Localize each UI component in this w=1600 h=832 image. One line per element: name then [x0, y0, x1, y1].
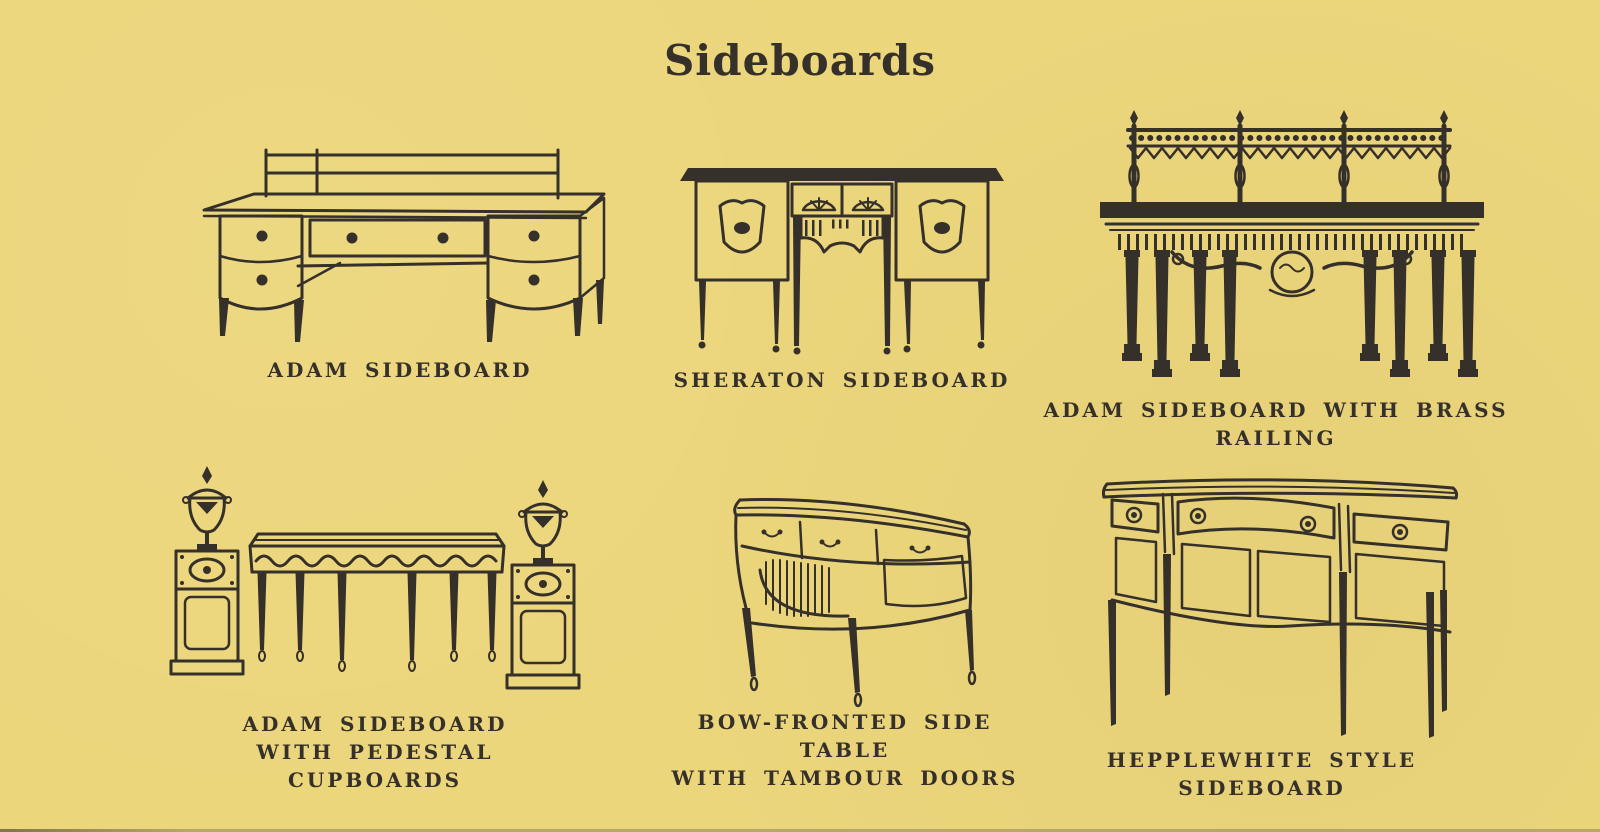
adam-sideboard-with-pedestal-cupboards-illustration [150, 442, 600, 702]
hepplewhite-style-sideboard-illustration [1050, 442, 1520, 742]
figure-adam-sideboard [190, 128, 610, 350]
caption-line: ADAM SIDEBOARD WITH BRASS RAILING [1043, 398, 1509, 450]
bow-fronted-side-table-with-tambour-doors-illustration [680, 458, 1010, 708]
caption-line: BOW-FRONTED SIDE TABLE [697, 710, 993, 762]
adam-sideboard-with-brass-railing-illustration [1072, 96, 1512, 386]
figure-hepplewhite-sideboard [1050, 442, 1520, 742]
figure-sheraton-sideboard [672, 148, 1012, 358]
caption-line: WITH TAMBOUR DOORS [671, 766, 1019, 790]
caption-line: HEPPLEWHITE STYLE SIDEBOARD [1106, 748, 1418, 800]
caption-hepplewhite-sideboard [1032, 746, 1492, 802]
page-title: Sideboards [663, 36, 937, 85]
figure-bow-fronted-side-table [680, 458, 1010, 708]
caption-adam-sideboard [190, 356, 610, 384]
caption-line: ADAM SIDEBOARD [242, 712, 508, 736]
figure-adam-sideboard-brass-railing [1072, 96, 1512, 386]
caption-line: ADAM SIDEBOARD [267, 358, 533, 382]
adam-sideboard-illustration [190, 128, 610, 350]
caption-sheraton-sideboard [642, 366, 1042, 394]
caption-line: WITH PEDESTAL CUPBOARDS [256, 740, 494, 792]
caption-adam-sideboard-pedestal-cupboards [165, 710, 585, 794]
sheraton-sideboard-illustration [672, 148, 1012, 358]
figure-adam-sideboard-pedestal-cupboards [150, 442, 600, 702]
caption-bow-fronted-side-table [650, 708, 1040, 792]
caption-line: SHERATON SIDEBOARD [673, 368, 1011, 392]
